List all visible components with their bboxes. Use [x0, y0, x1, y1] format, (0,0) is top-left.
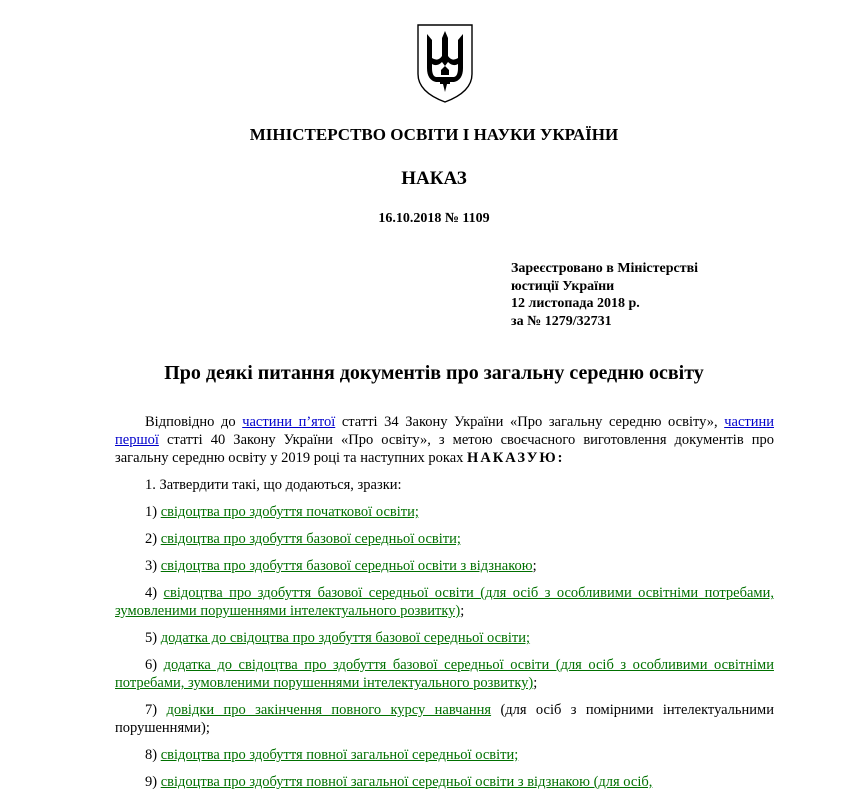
link-part-one[interactable]: частини першої	[115, 414, 774, 448]
sub-item-tail: (для осіб з помірними інтелектуальними порушеннями);	[115, 702, 774, 736]
sub-item-link[interactable]: свідоцтва про здобуття базової середньої освіти (для осіб з особливими освітніми потребами, зумовленими порушеннями інтелектуального розвитку)	[115, 585, 774, 619]
sub-item-link[interactable]: свідоцтва про здобуття повної загальної середньої освіти з відзнакою (для осіб,	[160, 774, 653, 790]
registration-line: 12 листопада 2018 р.	[511, 296, 640, 311]
sub-item	[115, 557, 774, 575]
sub-item-tail: ;	[532, 558, 537, 574]
intro-paragraph	[115, 413, 774, 467]
sub-item	[115, 701, 774, 737]
sub-item-link[interactable]: додатка до свідоцтва про здобуття базової середньої освіти;	[160, 630, 531, 646]
sub-item	[115, 584, 774, 620]
sub-item-number: 7)	[145, 702, 167, 718]
sub-item-link[interactable]: додатка до свідоцтва про здобуття базової середньої освіти (для осіб з особливими освітніми потребами, зумовленими порушеннями інтелектуального розвитку)	[115, 657, 774, 691]
text: статті 34 Закону України «Про загальну середню освіту»,	[335, 414, 725, 430]
trident-coat-of-arms-icon	[414, 22, 476, 104]
sub-item-number: 9)	[145, 774, 161, 790]
sub-item-number: 4)	[145, 585, 164, 601]
sub-item-number: 5)	[145, 630, 161, 646]
sub-item-link[interactable]: свідоцтва про здобуття базової середньої освіти з відзнакою	[160, 558, 533, 574]
ministry-name: МІНІСТЕРСТВО ОСВІТИ І НАУКИ УКРАЇНИ	[249, 125, 619, 144]
sub-item-tail: ;	[533, 675, 538, 691]
sub-item	[115, 656, 774, 692]
registration-line: Зареєстровано в Міністерстві	[511, 261, 699, 276]
link-part-five[interactable]: частини п’ятої	[242, 414, 336, 430]
sub-item-link[interactable]: свідоцтва про здобуття базової середньої освіти;	[160, 531, 461, 547]
sub-item-tail: ;	[460, 603, 465, 619]
sub-item	[115, 629, 774, 647]
sub-item-link[interactable]: свідоцтва про здобуття повної загальної середньої освіти;	[160, 747, 519, 763]
document-body	[115, 413, 774, 800]
document-type: НАКАЗ	[401, 168, 467, 189]
sub-item-number: 1)	[145, 504, 161, 520]
registration-block	[511, 260, 698, 330]
sub-item-number: 2)	[145, 531, 161, 547]
date-and-number: 16.10.2018 № 1109	[378, 211, 490, 226]
order-word: НАКАЗУЮ:	[467, 450, 565, 466]
sub-item	[115, 746, 774, 764]
item-1: 1. Затвердити такі, що додаються, зразки:	[145, 477, 402, 493]
sub-item-link[interactable]: довідки про закінчення повного курсу навчання	[166, 702, 492, 718]
text: статті 40 Закону України «Про освіту», з метою своєчасного виготовлення документів про загальну середню освіту у 2019 році та наступних роках	[115, 432, 774, 466]
document-title: Про деякі питання документів про загальну середню освіту	[164, 362, 704, 384]
sub-item-number: 6)	[145, 657, 164, 673]
registration-line: за № 1279/32731	[511, 313, 612, 329]
text: Відповідно до	[145, 414, 243, 430]
registration-line: юстиції України	[511, 278, 615, 294]
sub-item-link[interactable]: свідоцтва про здобуття початкової освіти;	[160, 504, 419, 520]
sub-item	[115, 530, 774, 548]
sub-item-number: 3)	[145, 558, 161, 574]
sub-item	[115, 773, 774, 791]
sub-item-number: 8)	[145, 747, 161, 763]
sub-item	[115, 503, 774, 521]
